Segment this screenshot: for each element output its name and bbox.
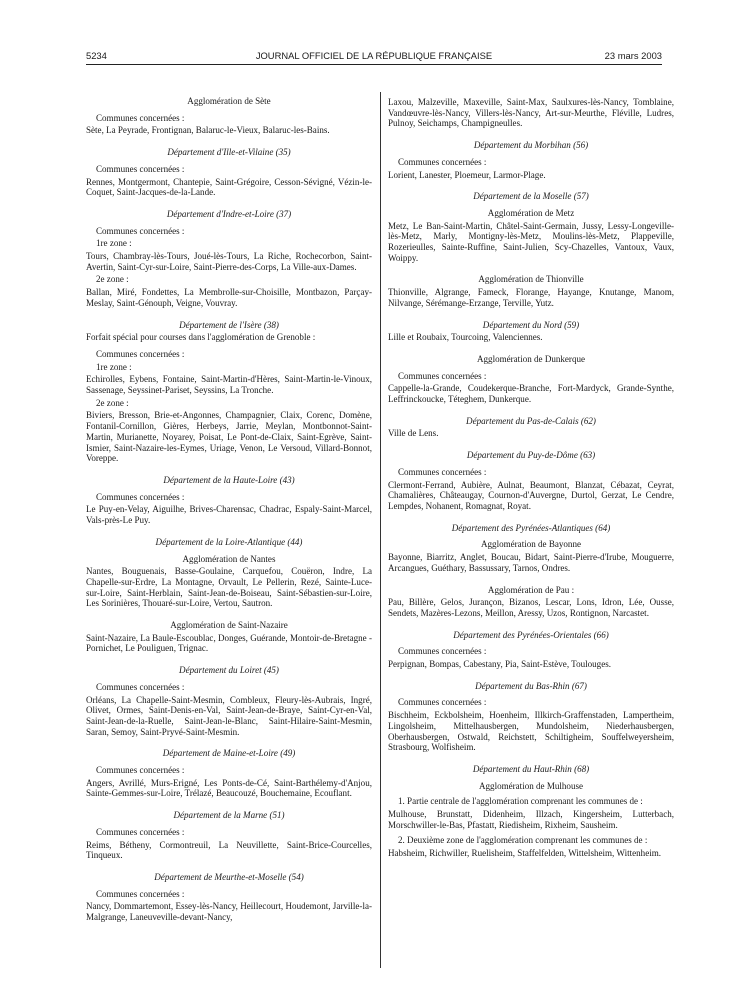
agglomeration-heading: Agglomération de Nantes xyxy=(182,553,276,564)
agglomeration-heading: Agglomération de Pau : xyxy=(487,584,575,595)
agglomeration-heading: Agglomération de Bayonne xyxy=(481,539,581,550)
communes-list: Forfait spécial pour courses dans l'agglomération de Grenoble : xyxy=(86,332,316,343)
department-heading: Département du Pas-de-Calais (62) xyxy=(466,415,596,426)
communes-list: Sète, La Peyrade, Frontignan, Balaruc-le-Vieux, Balaruc-les-Bains. xyxy=(86,125,330,136)
communes-list: Lorient, Lanester, Ploemeur, Larmor-Plage. xyxy=(388,169,546,180)
department-heading: Département de la Loire-Atlantique (44) xyxy=(155,536,303,547)
publication-date: 23 mars 2003 xyxy=(604,50,662,61)
communes-list: Thionville, Algrange, Fameck, Florange, Hayange, Knutange, Manom, Nilvange, Sérémange-Erzange, Terville, Yutz. xyxy=(388,287,674,308)
header-rule xyxy=(86,64,662,65)
communes-list: Reims, Bétheny, Cormontreuil, La Neuvillette, Saint-Brice-Courcelles, Tinqueux. xyxy=(86,839,372,861)
page-header xyxy=(86,50,662,64)
communes-list: Clermont-Ferrand, Aubière, Aulnat, Beaumont, Blanzat, Cébazat, Ceyrat, Chamalières, Châteaugay, Cournon-d'Auvergne, Durtol, Gerzat, Le Cendre, Lempdes, Nohanent, Romagnat, Royat. xyxy=(388,479,674,511)
communes-list: Angers, Avrillé, Murs-Erigné, Les Ponts-de-Cé, Saint-Barthélemy-d'Anjou, Sainte-Gemmes-sur-Loire, Trélazé, Beaucouzé, Bouchemaine, Ecouflant. xyxy=(86,777,372,799)
communes-label: Communes concernées : xyxy=(398,646,487,657)
communes-list: Nantes, Bouguenais, Basse-Goulaine, Carquefou, Couëron, Indre, La Chapelle-sur-Erdre, La Montagne, Orvault, Le Pellerin, Rezé, Sainte-Luce-sur-Loire, Saint-Herblain, Saint-Jean-de-Boiseau, Saint-Sébastien-sur-Loire, Les Sorinières, Thouaré-sur-Loire, Vertou, Sautron. xyxy=(86,566,372,609)
department-heading: Département d'Ille-et-Vilaine (35) xyxy=(167,147,291,158)
department-heading: Département de la Haute-Loire (43) xyxy=(163,474,295,485)
communes-list: Metz, Le Ban-Saint-Martin, Châtel-Saint-Germain, Jussy, Lessy-Longeville-lès-Metz, Marly, Montigny-lès-Metz, Moulins-lès-Metz, Plappeville, Rozerieulles, Sainte-Ruffine, Saint-Julien, Scy-Chazelles, Vantoux, Vaux, Woippy. xyxy=(388,220,674,263)
zone-label: 2e zone : xyxy=(96,274,129,285)
department-heading: Département d'Indre-et-Loire (37) xyxy=(166,208,292,219)
department-heading: Département du Puy-de-Dôme (63) xyxy=(466,450,596,461)
communes-label: Communes concernées : xyxy=(96,348,185,359)
communes-list: Habsheim, Richwiller, Ruelisheim, Staffelfelden, Wittelsheim, Wittenheim. xyxy=(388,848,662,859)
communes-list: Le Puy-en-Velay, Aiguilhe, Brives-Charensac, Chadrac, Espaly-Saint-Marcel, Vals-près-Le Puy. xyxy=(86,504,372,526)
communes-list: Biviers, Bresson, Brie-et-Angonnes, Champagnier, Claix, Corenc, Domène, Fontanil-Cornillon, Gières, Herbeys, Jarrie, Meylan, Montbonnot-Saint-Martin, Murianette, Noyarey, Poisat, Le Pont-de-Claix, Saint-Egrève, Saint-Ismier, Saint-Nazaire-les-Eymes, Uriage, Venon, Le Versoud, Villard-Bonnot, Voreppe. xyxy=(86,410,372,464)
communes-list: Tours, Chambray-lès-Tours, Joué-lès-Tours, La Riche, Rochecorbon, Saint-Avertin, Saint-Cyr-sur-Loire, Saint-Pierre-des-Corps, La Ville-aux-Dames. xyxy=(86,251,372,272)
agglomeration-heading: Agglomération de Mulhouse xyxy=(478,780,584,791)
communes-label: Communes concernées : xyxy=(96,765,185,776)
agglomeration-heading: Agglomération de Sète xyxy=(187,96,271,106)
department-heading: Département de l'Isère (38) xyxy=(179,319,279,330)
communes-list: Lille et Roubaix, Tourcoing, Valenciennes. xyxy=(388,332,543,343)
agglomeration-heading: Agglomération de Thionville xyxy=(478,274,584,285)
communes-list: Mulhouse, Brunstatt, Didenheim, Illzach, Kingersheim, Lutterbach, Morschwiller-le-Bas, Pfastatt, Riedisheim, Rixheim, Sausheim. xyxy=(388,809,674,830)
communes-label: Communes concernées : xyxy=(96,826,185,837)
department-heading: Département des Pyrénées-Orientales (66) xyxy=(453,629,609,640)
department-heading: Département du Nord (59) xyxy=(482,319,580,330)
zone-label: 2e zone : xyxy=(96,397,129,408)
communes-list: Bayonne, Biarritz, Anglet, Boucau, Bidart, Saint-Pierre-d'Irube, Mouguerre, Arcangues, Guéthary, Bassussary, Tarnos, Ondres. xyxy=(388,552,674,573)
communes-label: Communes concernées : xyxy=(96,681,185,692)
left-column xyxy=(86,96,372,923)
communes-label: Communes concernées : xyxy=(96,163,185,174)
department-heading: Département du Loiret (45) xyxy=(179,665,279,676)
department-heading: Département des Pyrénées-Atlantiques (64) xyxy=(451,522,611,533)
department-heading: Département du Morbihan (56) xyxy=(473,140,589,151)
communes-list: Orléans, La Chapelle-Saint-Mesmin, Combleux, Fleury-lès-Aubrais, Ingré, Olivet, Ormes, Saint-Denis-en-Val, Saint-Jean-de-Braye, Saint-Cyr-en-Val, Saint-Jean-de-la-Ruelle, Saint-Jean-le-Blanc, Saint-Hilaire-Saint-Mesmin, Saran, Semoy, Saint-Pryvé-Saint-Mesmin. xyxy=(86,694,372,737)
page-number: 5234 xyxy=(86,50,107,61)
department-heading: Département de Meurthe-et-Moselle (54) xyxy=(154,871,304,882)
communes-label: Communes concernées : xyxy=(398,156,487,167)
communes-list: Bischheim, Eckbolsheim, Hoenheim, Illkirch-Graffenstaden, Lampertheim, Lingolsheim, Mittelhausbergen, Mundolsheim, Niederhausbergen, Oberhausbergen, Ostwald, Reichstett, Schiltigheim, Souffelweyersheim, Strasbourg, Wolfisheim. xyxy=(388,710,674,753)
communes-list: Saint-Nazaire, La Baule-Escoublac, Donges, Guérande, Montoir-de-Bretagne - Pornichet, Le Pouliguen, Trignac. xyxy=(86,632,372,654)
communes-list: Laxou, Malzeville, Maxeville, Saint-Max, Saulxures-lès-Nancy, Tomblaine, Vandœuvre-lès-Nancy, Villers-lès-Nancy, Art-sur-Meurthe, Fléville, Ludres, Pulnoy, Seichamps, Champigneulles. xyxy=(388,97,674,129)
zone-description: 1. Partie centrale de l'agglomération comprenant les communes de : xyxy=(398,796,643,807)
communes-list: Nancy, Dommartemont, Essey-lès-Nancy, Heillecourt, Houdemont, Jarville-la-Malgrange, Laneuveville-devant-Nancy, xyxy=(86,901,372,923)
communes-label: Communes concernées : xyxy=(96,112,185,123)
communes-label: Communes concernées : xyxy=(96,225,185,236)
agglomeration-heading: Agglomération de Metz xyxy=(487,207,575,218)
communes-list: Cappelle-la-Grande, Coudekerque-Branche, Fort-Mardyck, Grande-Synthe, Leffrinckoucke, Téteghem, Dunkerque. xyxy=(388,383,674,405)
communes-list: Rennes, Montgermont, Chantepie, Saint-Grégoire, Cesson-Sévigné, Vézin-le-Coquet, Saint-Jacques-de-la-Lande. xyxy=(86,176,372,198)
zone-description: 2. Deuxième zone de l'agglomération comprenant les communes de : xyxy=(398,835,648,846)
department-heading: Département de la Moselle (57) xyxy=(473,191,589,202)
communes-list: Perpignan, Bompas, Cabestany, Pia, Saint-Estève, Toulouges. xyxy=(388,659,611,670)
communes-list: Ballan, Miré, Fondettes, La Membrolle-sur-Choisille, Montbazon, Parçay-Meslay, Saint-Génouph, Veigne, Vouvray. xyxy=(86,287,372,308)
communes-label: Communes concernées : xyxy=(398,466,487,477)
communes-list: Echirolles, Eybens, Fontaine, Saint-Martin-d'Hères, Saint-Martin-le-Vinoux, Sassenage, Seyssinet-Pariset, Seyssins, La Tronche. xyxy=(86,374,372,396)
department-heading: Département de la Marne (51) xyxy=(173,810,285,821)
communes-list: Ville de Lens. xyxy=(388,428,439,439)
department-heading: Département du Bas-Rhin (67) xyxy=(475,680,587,691)
communes-label: Communes concernées : xyxy=(96,491,185,502)
department-heading: Département du Haut-Rhin (68) xyxy=(472,763,590,774)
communes-label: Communes concernées : xyxy=(398,370,487,381)
journal-title: JOURNAL OFFICIEL DE LA RÉPUBLIQUE FRANÇAISE xyxy=(255,50,493,61)
communes-label: Communes concernées : xyxy=(398,697,487,708)
right-column xyxy=(388,97,674,859)
zone-label: 1re zone : xyxy=(96,238,132,249)
department-heading: Département de Maine-et-Loire (49) xyxy=(162,748,296,759)
communes-label: Communes concernées : xyxy=(96,888,185,899)
agglomeration-heading: Agglomération de Saint-Nazaire xyxy=(170,620,288,631)
zone-label: 1re zone : xyxy=(96,361,132,372)
agglomeration-heading: Agglomération de Dunkerque xyxy=(476,353,586,364)
communes-list: Pau, Billère, Gelos, Jurançon, Bizanos, Lescar, Lons, Idron, Lée, Ousse, Sendets, Mazères-Lezons, Meillon, Aressy, Uzos, Rontignon, Narcastet. xyxy=(388,597,674,618)
column-separator xyxy=(380,92,381,968)
